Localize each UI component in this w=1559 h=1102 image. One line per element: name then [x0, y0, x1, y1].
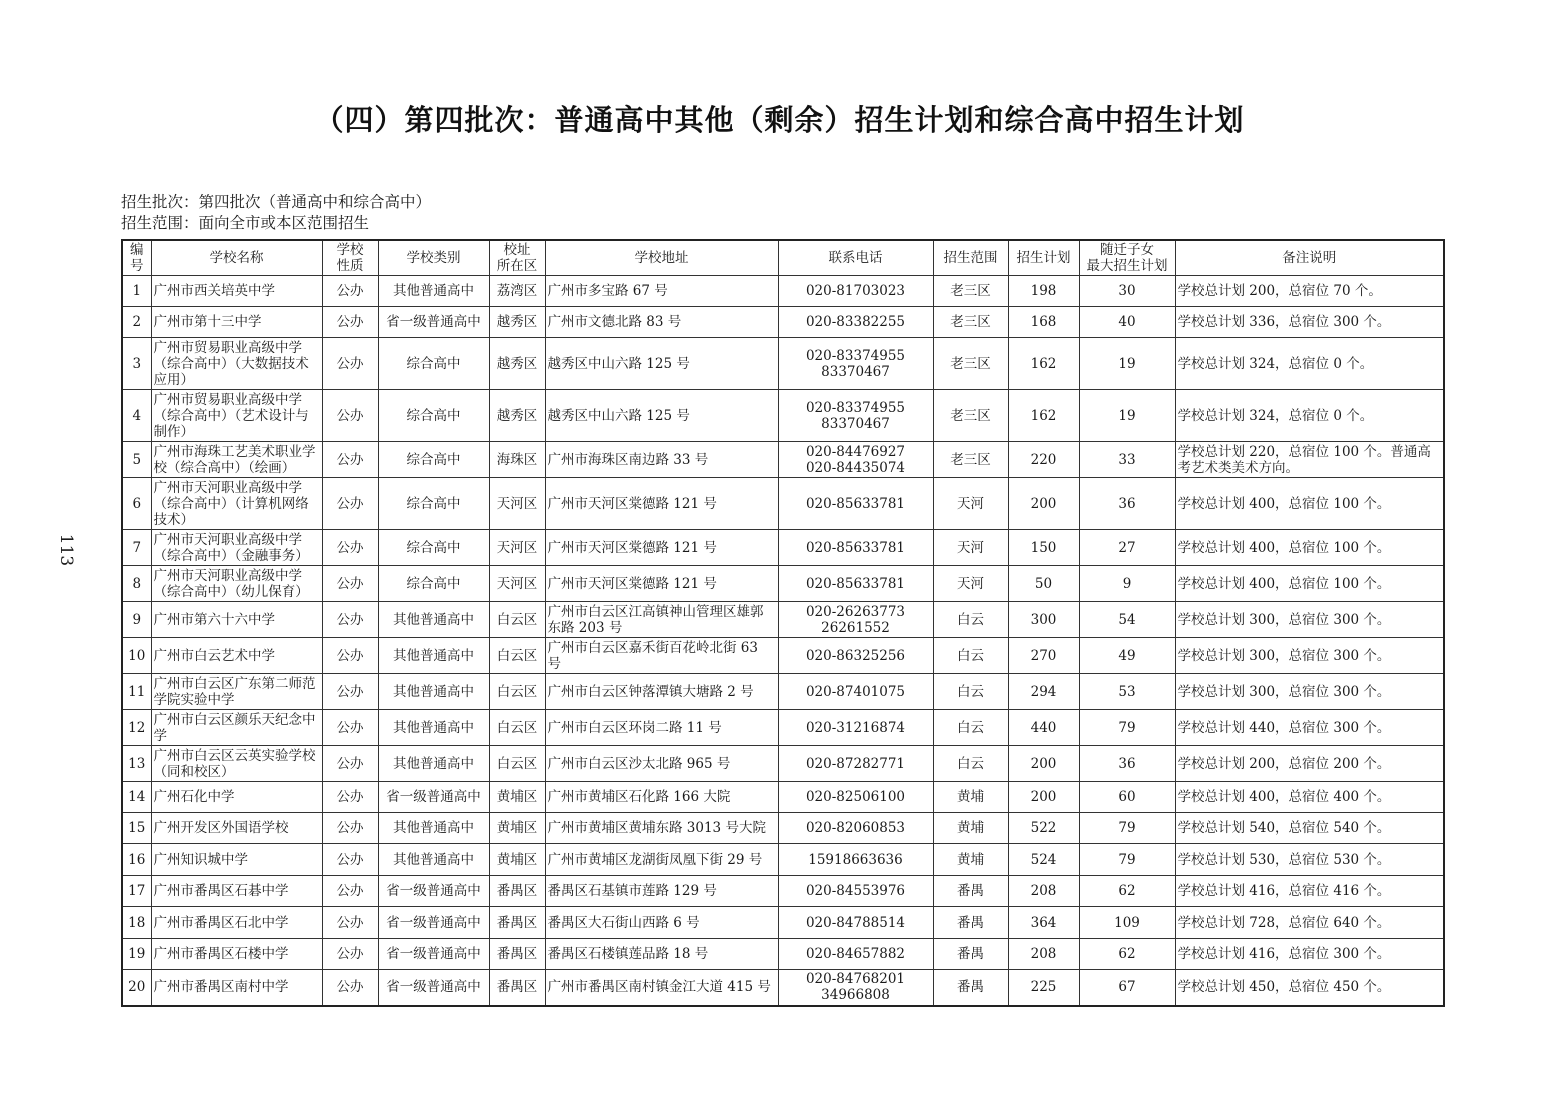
cell-remarks: 学校总计划 324，总宿位 0 个。 [1175, 390, 1444, 442]
cell-scope: 天河 [933, 566, 1008, 602]
cell-remarks: 学校总计划 400，总宿位 400 个。 [1175, 782, 1444, 813]
cell-scope: 黄埔 [933, 844, 1008, 876]
cell-index: 12 [122, 710, 151, 746]
cell-migrant-plan: 30 [1079, 276, 1175, 307]
cell-scope: 番禺 [933, 970, 1008, 1006]
table-row [122, 782, 1444, 813]
cell-migrant-plan: 62 [1079, 876, 1175, 907]
cell-plan: 364 [1008, 907, 1079, 939]
cell-phone: 020-84788514 [778, 907, 933, 939]
cell-district: 天河区 [489, 530, 545, 566]
cell-plan: 200 [1008, 782, 1079, 813]
cell-address: 广州市白云区沙太北路 965 号 [545, 746, 778, 782]
cell-type: 省一级普通高中 [378, 939, 489, 970]
cell-nature: 公办 [322, 844, 378, 876]
cell-school-name: 广州市番禺区石碁中学 [151, 876, 322, 907]
cell-school-name: 广州市番禺区石楼中学 [151, 939, 322, 970]
cell-migrant-plan: 19 [1079, 390, 1175, 442]
header-district: 校址 所在区 [489, 240, 545, 276]
table-row [122, 674, 1444, 710]
cell-index: 7 [122, 530, 151, 566]
cell-remarks: 学校总计划 416，总宿位 300 个。 [1175, 939, 1444, 970]
table-row [122, 746, 1444, 782]
cell-plan: 162 [1008, 338, 1079, 390]
table-row [122, 970, 1444, 1006]
cell-address: 广州市白云区环岗二路 11 号 [545, 710, 778, 746]
cell-phone: 020-83382255 [778, 307, 933, 338]
cell-type: 其他普通高中 [378, 813, 489, 844]
cell-plan: 208 [1008, 876, 1079, 907]
cell-plan: 300 [1008, 602, 1079, 638]
cell-school-name: 广州市白云区广东第二师范学院实验中学 [151, 674, 322, 710]
table-body [122, 276, 1444, 1006]
table-row [122, 813, 1444, 844]
cell-remarks: 学校总计划 336，总宿位 300 个。 [1175, 307, 1444, 338]
header-phone: 联系电话 [778, 240, 933, 276]
table-row [122, 907, 1444, 939]
cell-plan: 524 [1008, 844, 1079, 876]
cell-type: 综合高中 [378, 478, 489, 530]
page-title: （四）第四批次：普通高中其他（剩余）招生计划和综合高中招生计划 [314, 103, 1245, 137]
cell-type: 综合高中 [378, 442, 489, 478]
cell-index: 19 [122, 939, 151, 970]
cell-plan: 270 [1008, 638, 1079, 674]
cell-remarks: 学校总计划 450，总宿位 450 个。 [1175, 970, 1444, 1006]
cell-type: 其他普通高中 [378, 276, 489, 307]
cell-nature: 公办 [322, 939, 378, 970]
cell-phone: 020-85633781 [778, 478, 933, 530]
cell-scope: 老三区 [933, 276, 1008, 307]
cell-phone: 020-81703023 [778, 276, 933, 307]
cell-remarks: 学校总计划 440，总宿位 300 个。 [1175, 710, 1444, 746]
batch-line: 招生批次：第四批次（普通高中和综合高中） [121, 193, 432, 211]
cell-scope: 老三区 [933, 307, 1008, 338]
cell-nature: 公办 [322, 478, 378, 530]
cell-district: 荔湾区 [489, 276, 545, 307]
cell-nature: 公办 [322, 276, 378, 307]
scope-line: 招生范围：面向全市或本区范围招生 [121, 214, 370, 232]
cell-migrant-plan: 53 [1079, 674, 1175, 710]
cell-school-name: 广州市番禺区南村中学 [151, 970, 322, 1006]
cell-migrant-plan: 49 [1079, 638, 1175, 674]
cell-type: 综合高中 [378, 390, 489, 442]
cell-phone: 020-84657882 [778, 939, 933, 970]
cell-district: 越秀区 [489, 390, 545, 442]
cell-address: 广州市天河区棠德路 121 号 [545, 530, 778, 566]
cell-address: 广州市黄埔区龙湖街凤凰下街 29 号 [545, 844, 778, 876]
cell-index: 10 [122, 638, 151, 674]
cell-plan: 208 [1008, 939, 1079, 970]
cell-index: 3 [122, 338, 151, 390]
cell-address: 广州市文德北路 83 号 [545, 307, 778, 338]
enrollment-table [121, 239, 1445, 1007]
cell-school-name: 广州市西关培英中学 [151, 276, 322, 307]
cell-address: 番禺区大石街山西路 6 号 [545, 907, 778, 939]
cell-phone: 020-31216874 [778, 710, 933, 746]
cell-address: 广州市白云区江高镇神山管理区雄郭东路 203 号 [545, 602, 778, 638]
cell-school-name: 广州市贸易职业高级中学（综合高中）（大数据技术应用） [151, 338, 322, 390]
cell-scope: 老三区 [933, 338, 1008, 390]
cell-migrant-plan: 36 [1079, 478, 1175, 530]
cell-remarks: 学校总计划 540，总宿位 540 个。 [1175, 813, 1444, 844]
cell-migrant-plan: 54 [1079, 602, 1175, 638]
cell-index: 11 [122, 674, 151, 710]
cell-remarks: 学校总计划 300，总宿位 300 个。 [1175, 602, 1444, 638]
cell-type: 其他普通高中 [378, 746, 489, 782]
cell-index: 5 [122, 442, 151, 478]
cell-migrant-plan: 109 [1079, 907, 1175, 939]
cell-index: 20 [122, 970, 151, 1006]
table-row [122, 710, 1444, 746]
table-row [122, 307, 1444, 338]
cell-remarks: 学校总计划 728，总宿位 640 个。 [1175, 907, 1444, 939]
cell-school-name: 广州知识城中学 [151, 844, 322, 876]
table-row [122, 442, 1444, 478]
table-row [122, 638, 1444, 674]
cell-type: 省一级普通高中 [378, 970, 489, 1006]
cell-district: 白云区 [489, 638, 545, 674]
cell-district: 黄埔区 [489, 782, 545, 813]
table-row [122, 844, 1444, 876]
header-school-type: 学校类别 [378, 240, 489, 276]
header-remarks: 备注说明 [1175, 240, 1444, 276]
cell-scope: 白云 [933, 638, 1008, 674]
cell-remarks: 学校总计划 220，总宿位 100 个。普通高考艺术类美术方向。 [1175, 442, 1444, 478]
cell-plan: 198 [1008, 276, 1079, 307]
cell-remarks: 学校总计划 400，总宿位 100 个。 [1175, 478, 1444, 530]
cell-nature: 公办 [322, 602, 378, 638]
cell-address: 广州市黄埔区黄埔东路 3013 号大院 [545, 813, 778, 844]
cell-scope: 天河 [933, 478, 1008, 530]
cell-type: 其他普通高中 [378, 638, 489, 674]
cell-plan: 294 [1008, 674, 1079, 710]
cell-index: 9 [122, 602, 151, 638]
cell-school-name: 广州市白云艺术中学 [151, 638, 322, 674]
cell-scope: 白云 [933, 710, 1008, 746]
cell-nature: 公办 [322, 746, 378, 782]
cell-plan: 440 [1008, 710, 1079, 746]
table-row [122, 390, 1444, 442]
cell-index: 6 [122, 478, 151, 530]
cell-type: 省一级普通高中 [378, 907, 489, 939]
cell-plan: 522 [1008, 813, 1079, 844]
cell-migrant-plan: 62 [1079, 939, 1175, 970]
header-index: 编 号 [122, 240, 151, 276]
cell-address: 广州市海珠区南边路 33 号 [545, 442, 778, 478]
cell-address: 广州市白云区钟落潭镇大塘路 2 号 [545, 674, 778, 710]
cell-district: 天河区 [489, 566, 545, 602]
cell-index: 16 [122, 844, 151, 876]
cell-nature: 公办 [322, 970, 378, 1006]
cell-district: 白云区 [489, 746, 545, 782]
cell-school-name: 广州市天河职业高级中学（综合高中）（计算机网络技术） [151, 478, 322, 530]
cell-migrant-plan: 67 [1079, 970, 1175, 1006]
cell-scope: 番禺 [933, 939, 1008, 970]
cell-nature: 公办 [322, 907, 378, 939]
cell-scope: 黄埔 [933, 813, 1008, 844]
cell-nature: 公办 [322, 390, 378, 442]
cell-index: 4 [122, 390, 151, 442]
cell-school-name: 广州市第十三中学 [151, 307, 322, 338]
cell-address: 广州市番禺区南村镇金江大道 415 号 [545, 970, 778, 1006]
cell-address: 广州市白云区嘉禾街百花岭北街 63 号 [545, 638, 778, 674]
cell-address: 越秀区中山六路 125 号 [545, 338, 778, 390]
cell-remarks: 学校总计划 200，总宿位 70 个。 [1175, 276, 1444, 307]
cell-plan: 168 [1008, 307, 1079, 338]
cell-nature: 公办 [322, 638, 378, 674]
cell-scope: 白云 [933, 674, 1008, 710]
cell-type: 其他普通高中 [378, 674, 489, 710]
table-header-row [122, 240, 1444, 276]
table-row [122, 276, 1444, 307]
cell-nature: 公办 [322, 876, 378, 907]
cell-scope: 番禺 [933, 876, 1008, 907]
cell-district: 越秀区 [489, 338, 545, 390]
cell-district: 白云区 [489, 602, 545, 638]
cell-address: 番禺区石基镇市莲路 129 号 [545, 876, 778, 907]
cell-migrant-plan: 19 [1079, 338, 1175, 390]
cell-nature: 公办 [322, 338, 378, 390]
header-scope: 招生范围 [933, 240, 1008, 276]
cell-remarks: 学校总计划 200，总宿位 200 个。 [1175, 746, 1444, 782]
cell-type: 综合高中 [378, 338, 489, 390]
cell-type: 其他普通高中 [378, 710, 489, 746]
cell-phone: 020-83374955 83370467 [778, 390, 933, 442]
cell-remarks: 学校总计划 300，总宿位 300 个。 [1175, 674, 1444, 710]
cell-phone: 020-87401075 [778, 674, 933, 710]
cell-migrant-plan: 40 [1079, 307, 1175, 338]
cell-type: 其他普通高中 [378, 602, 489, 638]
cell-address: 广州市天河区棠德路 121 号 [545, 478, 778, 530]
cell-phone: 020-86325256 [778, 638, 933, 674]
cell-school-name: 广州市天河职业高级中学（综合高中）（幼儿保育） [151, 566, 322, 602]
cell-school-name: 广州开发区外国语学校 [151, 813, 322, 844]
cell-district: 番禺区 [489, 907, 545, 939]
header-address: 学校地址 [545, 240, 778, 276]
cell-district: 番禺区 [489, 939, 545, 970]
cell-scope: 白云 [933, 602, 1008, 638]
cell-type: 省一级普通高中 [378, 307, 489, 338]
page-number: 113 [56, 533, 77, 567]
cell-remarks: 学校总计划 300，总宿位 300 个。 [1175, 638, 1444, 674]
cell-address: 广州市多宝路 67 号 [545, 276, 778, 307]
cell-nature: 公办 [322, 813, 378, 844]
cell-phone: 020-87282771 [778, 746, 933, 782]
cell-scope: 白云 [933, 746, 1008, 782]
cell-remarks: 学校总计划 416，总宿位 416 个。 [1175, 876, 1444, 907]
cell-district: 番禺区 [489, 970, 545, 1006]
cell-remarks: 学校总计划 400，总宿位 100 个。 [1175, 530, 1444, 566]
header-school-nature: 学校 性质 [322, 240, 378, 276]
cell-school-name: 广州市第六十六中学 [151, 602, 322, 638]
table-row [122, 876, 1444, 907]
cell-index: 13 [122, 746, 151, 782]
cell-address: 广州市黄埔区石化路 166 大院 [545, 782, 778, 813]
header-plan: 招生计划 [1008, 240, 1079, 276]
table-row [122, 566, 1444, 602]
cell-phone: 020-26263773 26261552 [778, 602, 933, 638]
cell-index: 2 [122, 307, 151, 338]
cell-index: 17 [122, 876, 151, 907]
cell-school-name: 广州市白云区云英实验学校（同和校区） [151, 746, 322, 782]
cell-phone: 020-85633781 [778, 566, 933, 602]
cell-nature: 公办 [322, 566, 378, 602]
cell-district: 海珠区 [489, 442, 545, 478]
cell-address: 广州市天河区棠德路 121 号 [545, 566, 778, 602]
cell-phone: 020-82060853 [778, 813, 933, 844]
cell-nature: 公办 [322, 442, 378, 478]
cell-nature: 公办 [322, 530, 378, 566]
table-row [122, 939, 1444, 970]
cell-nature: 公办 [322, 710, 378, 746]
cell-school-name: 广州市番禺区石北中学 [151, 907, 322, 939]
cell-district: 白云区 [489, 674, 545, 710]
cell-school-name: 广州市天河职业高级中学（综合高中）（金融事务） [151, 530, 322, 566]
cell-plan: 162 [1008, 390, 1079, 442]
cell-school-name: 广州市海珠工艺美术职业学校（综合高中）（绘画） [151, 442, 322, 478]
cell-scope: 老三区 [933, 442, 1008, 478]
cell-migrant-plan: 36 [1079, 746, 1175, 782]
cell-phone: 020-85633781 [778, 530, 933, 566]
cell-nature: 公办 [322, 674, 378, 710]
cell-scope: 老三区 [933, 390, 1008, 442]
table-row [122, 602, 1444, 638]
cell-type: 省一级普通高中 [378, 876, 489, 907]
cell-plan: 150 [1008, 530, 1079, 566]
cell-school-name: 广州市白云区颜乐天纪念中学 [151, 710, 322, 746]
cell-plan: 225 [1008, 970, 1079, 1006]
cell-scope: 黄埔 [933, 782, 1008, 813]
cell-district: 越秀区 [489, 307, 545, 338]
cell-nature: 公办 [322, 307, 378, 338]
cell-index: 14 [122, 782, 151, 813]
header-school-name: 学校名称 [151, 240, 322, 276]
cell-index: 15 [122, 813, 151, 844]
cell-scope: 天河 [933, 530, 1008, 566]
cell-migrant-plan: 79 [1079, 844, 1175, 876]
cell-phone: 020-84553976 [778, 876, 933, 907]
cell-address: 越秀区中山六路 125 号 [545, 390, 778, 442]
cell-remarks: 学校总计划 400，总宿位 100 个。 [1175, 566, 1444, 602]
cell-migrant-plan: 79 [1079, 813, 1175, 844]
cell-district: 白云区 [489, 710, 545, 746]
cell-school-name: 广州石化中学 [151, 782, 322, 813]
cell-migrant-plan: 27 [1079, 530, 1175, 566]
cell-plan: 200 [1008, 478, 1079, 530]
cell-phone: 020-84476927 020-84435074 [778, 442, 933, 478]
cell-district: 天河区 [489, 478, 545, 530]
cell-type: 省一级普通高中 [378, 782, 489, 813]
table-row [122, 338, 1444, 390]
cell-plan: 200 [1008, 746, 1079, 782]
cell-phone: 020-83374955 83370467 [778, 338, 933, 390]
table-row [122, 478, 1444, 530]
cell-remarks: 学校总计划 324，总宿位 0 个。 [1175, 338, 1444, 390]
cell-index: 18 [122, 907, 151, 939]
cell-scope: 番禺 [933, 907, 1008, 939]
cell-plan: 50 [1008, 566, 1079, 602]
table-row [122, 530, 1444, 566]
cell-school-name: 广州市贸易职业高级中学（综合高中）（艺术设计与制作） [151, 390, 322, 442]
cell-index: 8 [122, 566, 151, 602]
cell-migrant-plan: 60 [1079, 782, 1175, 813]
cell-remarks: 学校总计划 530，总宿位 530 个。 [1175, 844, 1444, 876]
cell-phone: 020-82506100 [778, 782, 933, 813]
cell-type: 其他普通高中 [378, 844, 489, 876]
cell-district: 黄埔区 [489, 844, 545, 876]
cell-district: 番禺区 [489, 876, 545, 907]
cell-index: 1 [122, 276, 151, 307]
header-migrant-plan: 随迁子女 最大招生计划 [1079, 240, 1175, 276]
cell-migrant-plan: 79 [1079, 710, 1175, 746]
cell-migrant-plan: 33 [1079, 442, 1175, 478]
cell-type: 综合高中 [378, 530, 489, 566]
cell-type: 综合高中 [378, 566, 489, 602]
cell-nature: 公办 [322, 782, 378, 813]
cell-migrant-plan: 9 [1079, 566, 1175, 602]
cell-phone: 020-84768201 34966808 [778, 970, 933, 1006]
cell-address: 番禺区石楼镇莲品路 18 号 [545, 939, 778, 970]
cell-plan: 220 [1008, 442, 1079, 478]
cell-phone: 15918663636 [778, 844, 933, 876]
cell-district: 黄埔区 [489, 813, 545, 844]
